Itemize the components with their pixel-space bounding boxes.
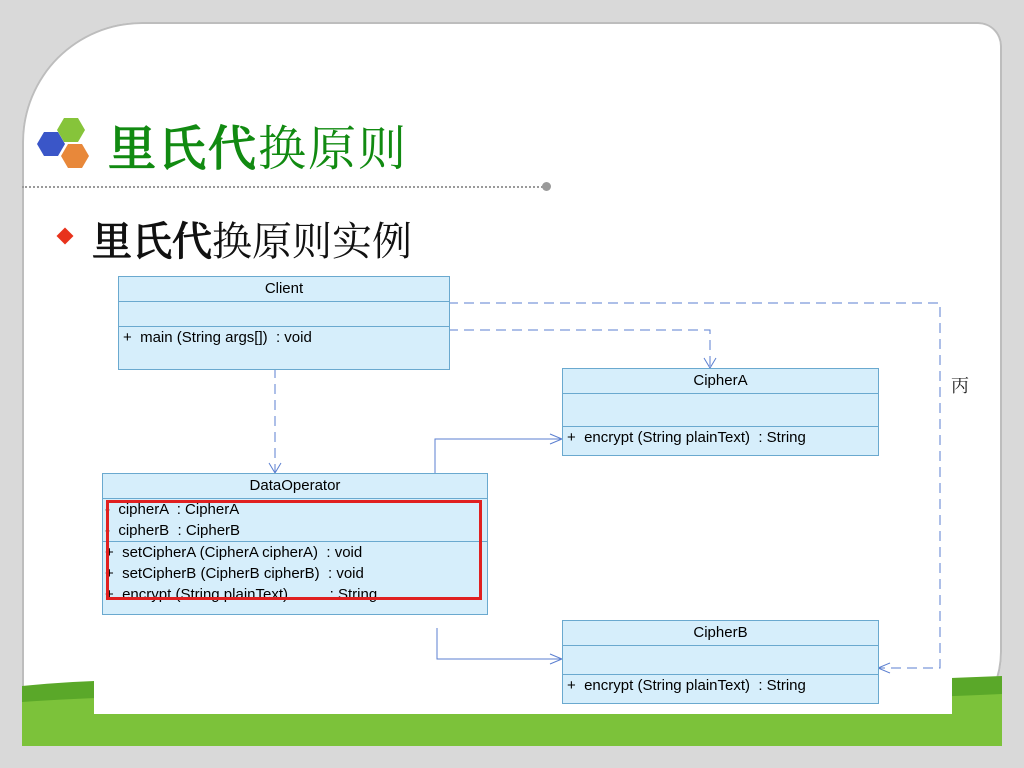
attribute-row: - cipherB : CipherB xyxy=(105,522,241,539)
class-name: DataOperator xyxy=(103,474,487,499)
attribute-row: - cipherA : CipherA xyxy=(105,501,240,518)
class-client xyxy=(118,276,450,370)
class-cipher-a xyxy=(562,368,879,456)
methods-section xyxy=(563,427,878,455)
side-char: 丙 xyxy=(951,376,969,397)
attributes-section xyxy=(563,394,878,427)
title-normal: 换原则 xyxy=(258,121,409,177)
title-bold: 里氏代 xyxy=(108,121,259,177)
class-cipher-b xyxy=(562,620,879,704)
method-row: + encrypt (String plainText) : String xyxy=(567,429,806,446)
method-row: + encrypt (String plainText) : String xyxy=(105,586,378,603)
method-row: + setCipherA (CipherA cipherA) : void xyxy=(105,544,363,561)
class-name: CipherB xyxy=(563,621,878,646)
attributes-section xyxy=(563,646,878,675)
method-row: + encrypt (String plainText) : String xyxy=(567,677,806,694)
method-row: + setCipherB (CipherB cipherB) : void xyxy=(105,565,364,582)
highlight-box xyxy=(106,500,482,600)
subtitle-normal: 换原则实例 xyxy=(212,219,412,265)
methods-section xyxy=(563,675,878,703)
class-name: Client xyxy=(119,277,449,302)
class-name: CipherA xyxy=(563,369,878,394)
method-row: + main (String args[]) : void xyxy=(123,329,312,346)
attributes-section xyxy=(119,302,449,327)
methods-section xyxy=(119,327,449,369)
subtitle-bold: 里氏代 xyxy=(92,219,212,265)
